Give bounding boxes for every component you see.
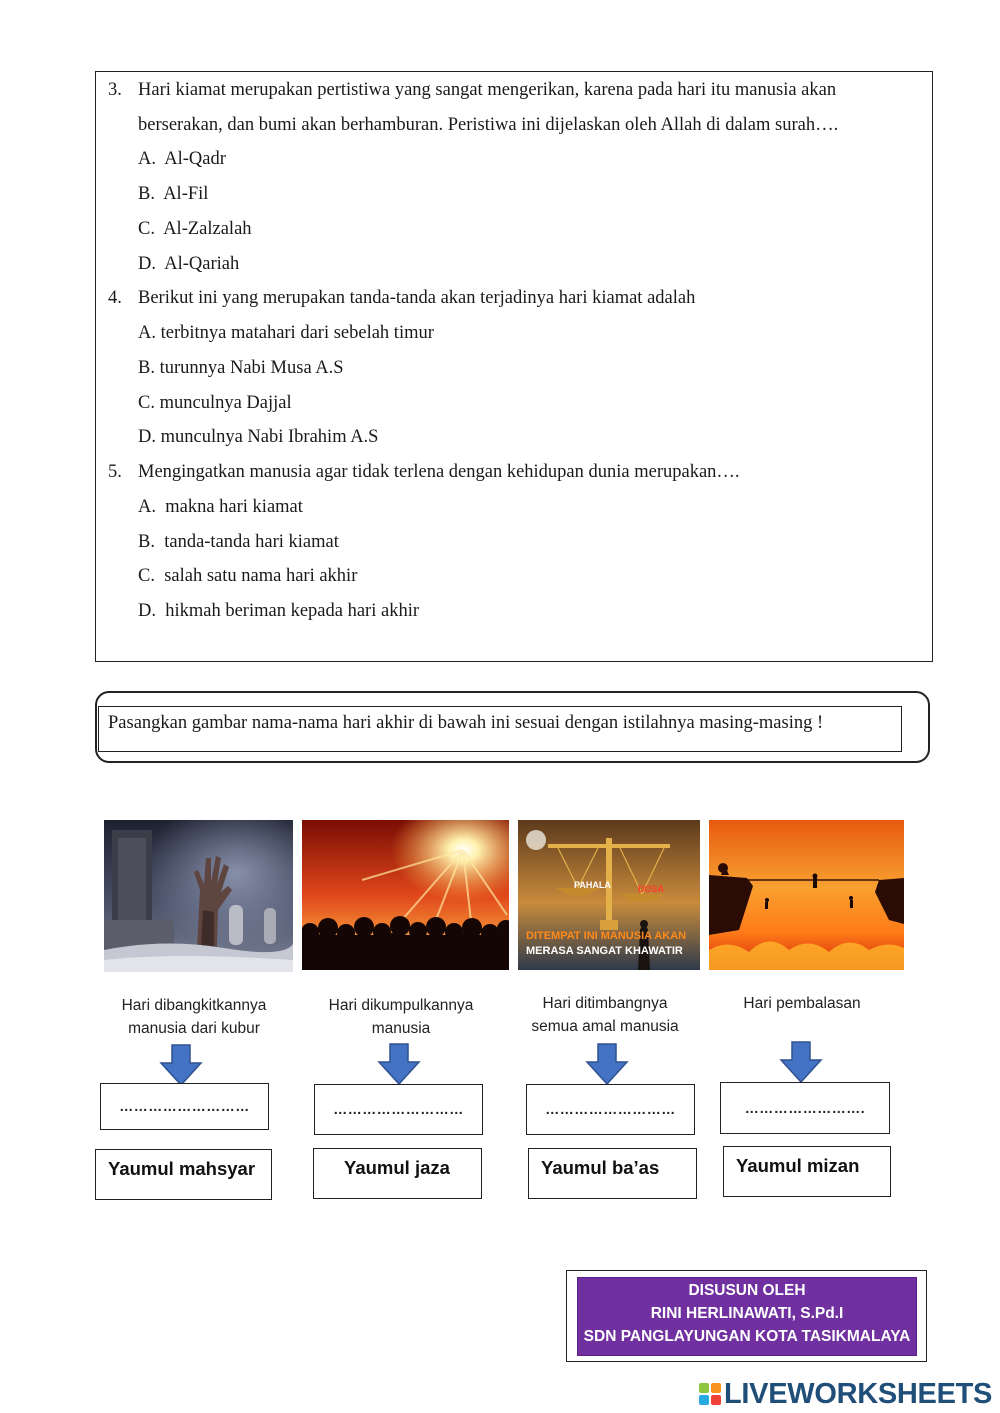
question-5-option-d[interactable]: D. hikmah beriman kepada hari akhir <box>138 601 419 621</box>
question-4-text: Berikut ini yang merupakan tanda-tanda akan terjadinya hari kiamat adalah <box>138 288 696 308</box>
picture-fire-bridge <box>709 820 904 970</box>
scales-right-pan-label: DOSA <box>638 884 665 894</box>
caption-3-line-1: Hari ditimbangnya <box>542 995 668 1012</box>
liveworksheets-wordmark: LIVEWORKSHEETS <box>724 1377 993 1410</box>
question-3-option-c[interactable]: C. Al-Zalzalah <box>138 219 252 239</box>
question-4-option-a[interactable]: A. terbitnya matahari dari sebelah timur <box>138 323 434 343</box>
question-5-option-a[interactable]: A. makna hari kiamat <box>138 497 303 517</box>
picture-scales <box>518 820 700 970</box>
caption-1-line-1: Hari dibangkitkannya <box>121 997 267 1014</box>
liveworksheets-brand[interactable] <box>698 1377 992 1411</box>
answer-blank-4[interactable]: ……………………. <box>720 1082 890 1134</box>
question-4-option-b[interactable]: B. turunnya Nabi Musa A.S <box>138 358 344 378</box>
answer-option-yaumul-mizan[interactable]: Yaumul mizan <box>723 1146 891 1197</box>
caption-4-line-1: Hari pembalasan <box>743 995 861 1012</box>
instruction-text: Pasangkan gambar nama-nama hari akhir di bawah ini sesuai dengan istilahnya masing-masing ! <box>108 713 824 733</box>
question-3-text-line-2: berserakan, dan bumi akan berhamburan. Peristiwa ini dijelaskan oleh Allah di dalam surah…. <box>138 115 839 135</box>
caption-1-line-2: manusia dari kubur <box>128 1020 260 1037</box>
question-3-text-line-1: Hari kiamat merupakan pertistiwa yang sangat mengerikan, karena pada hari itu manusia akan <box>138 80 837 100</box>
answer-option-yaumul-baas[interactable]: Yaumul ba’as <box>528 1148 697 1199</box>
caption-4 <box>707 992 897 1015</box>
question-5-option-b[interactable]: B. tanda-tanda hari kiamat <box>138 532 339 552</box>
caption-3 <box>510 992 700 1038</box>
question-3-option-b[interactable]: B. Al-Fil <box>138 184 209 204</box>
caption-2 <box>306 994 496 1040</box>
question-5-number: 5. <box>108 462 122 482</box>
question-4-number: 4. <box>108 288 122 308</box>
scales-caption-line-2: MERASA SANGAT KHAWATIR <box>526 945 683 957</box>
down-arrow-icon <box>377 1042 421 1086</box>
picture-graveyard <box>104 820 293 972</box>
credit-line-2: RINI HERLINAWATI, S.Pd.I <box>650 1305 844 1322</box>
answer-option-yaumul-mahsyar[interactable]: Yaumul mahsyar <box>95 1149 272 1200</box>
scales-caption-line-1: DITEMPAT INI MANUSIA AKAN <box>526 930 687 942</box>
picture-crowd <box>302 820 509 970</box>
credit-box <box>577 1277 917 1356</box>
scales-left-pan-label: PAHALA <box>574 880 611 890</box>
answer-option-yaumul-jaza[interactable]: Yaumul jaza <box>313 1148 482 1199</box>
liveworksheets-logo-icon <box>698 1382 722 1406</box>
question-5-option-c[interactable]: C. salah satu nama hari akhir <box>138 566 358 586</box>
down-arrow-icon <box>779 1040 823 1084</box>
question-3-option-a[interactable]: A. Al-Qadr <box>138 149 226 169</box>
answer-blank-3[interactable]: ……………………… <box>526 1084 695 1135</box>
question-3-number: 3. <box>108 80 122 100</box>
down-arrow-icon <box>159 1043 203 1087</box>
caption-1 <box>99 994 289 1040</box>
credit-line-3: SDN PANGLAYUNGAN KOTA TASIKMALAYA <box>583 1328 911 1345</box>
question-4-option-d[interactable]: D. munculnya Nabi Ibrahim A.S <box>138 427 379 447</box>
question-5-text: Mengingatkan manusia agar tidak terlena dengan kehidupan dunia merupakan…. <box>138 462 740 482</box>
question-3-option-d[interactable]: D. Al-Qariah <box>138 254 240 274</box>
caption-2-line-2: manusia <box>371 1020 431 1037</box>
answer-blank-1[interactable]: ……………………… <box>100 1083 269 1130</box>
down-arrow-icon <box>585 1042 629 1086</box>
credit-line-1: DISUSUN OLEH <box>688 1282 806 1299</box>
question-4-option-c[interactable]: C. munculnya Dajjal <box>138 393 292 413</box>
answer-blank-2[interactable]: ……………………… <box>314 1084 483 1135</box>
caption-2-line-1: Hari dikumpulkannya <box>328 997 474 1014</box>
caption-3-line-2: semua amal manusia <box>531 1018 679 1035</box>
